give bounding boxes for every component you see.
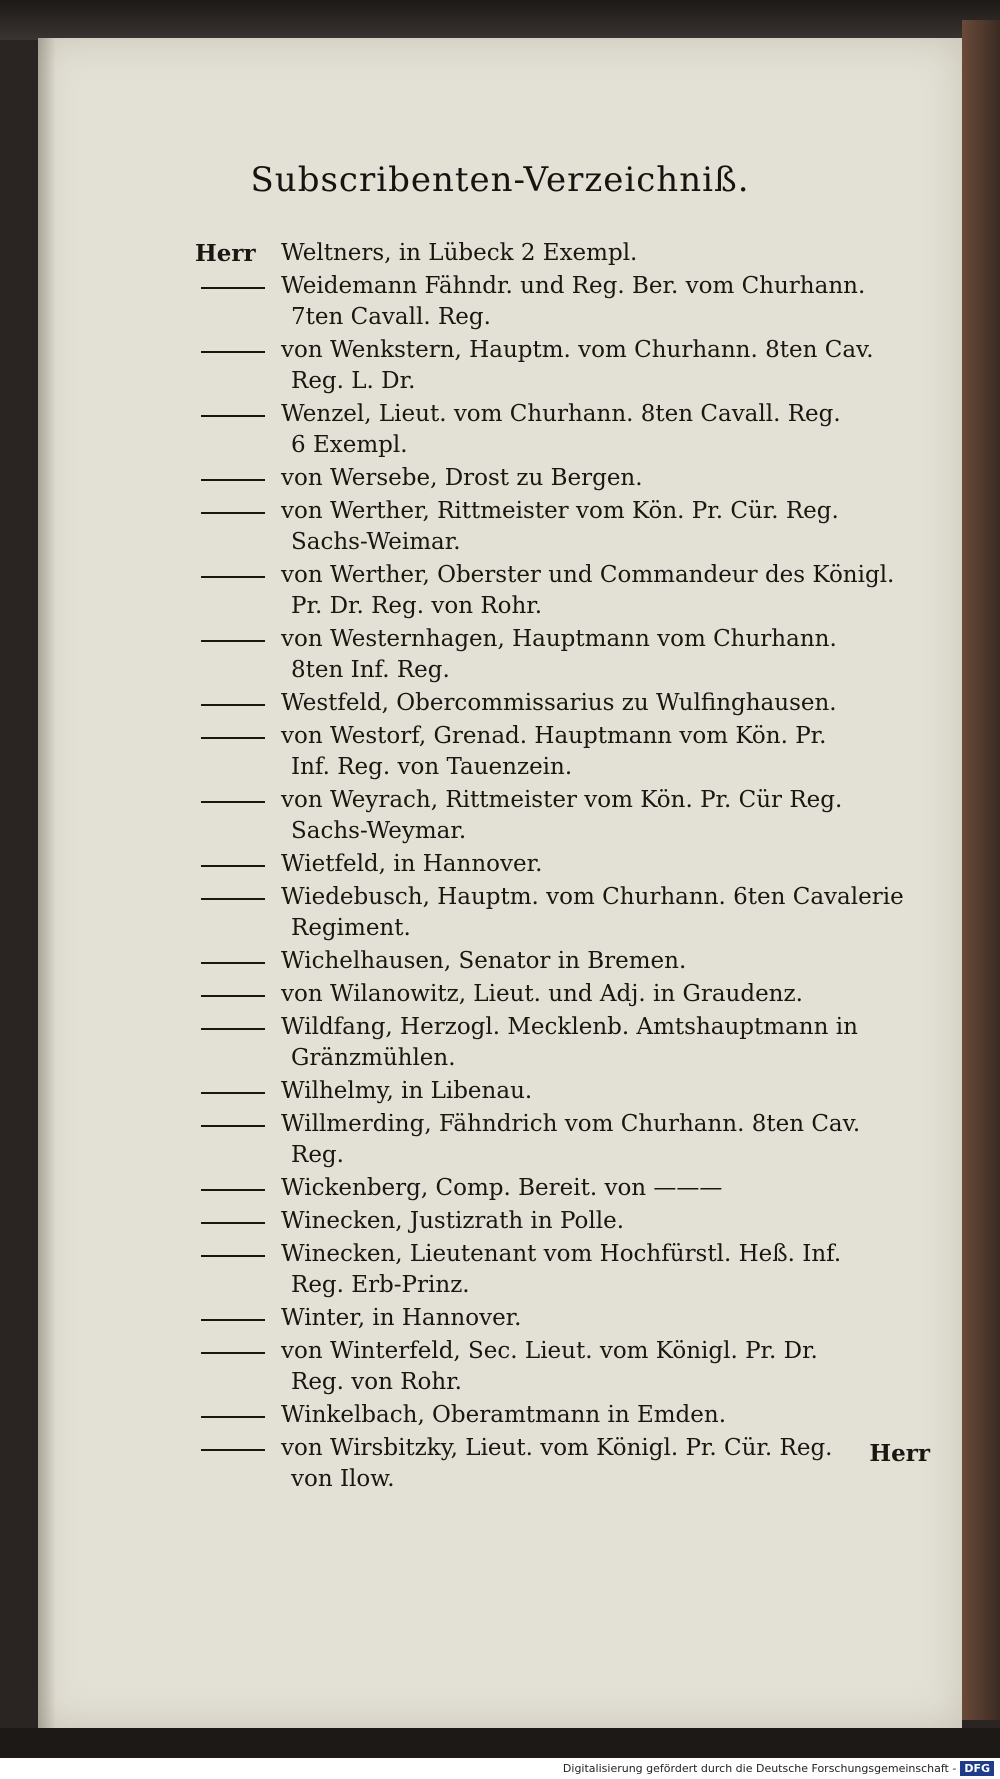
list-item — [195, 560, 940, 622]
entry-text: Wenzel, Lieut. vom Churhann. 8ten Cavall. Reg. — [281, 401, 841, 427]
list-item — [195, 1239, 940, 1301]
list-item — [195, 496, 940, 558]
ditto-dash — [201, 479, 265, 481]
entry-text: von Wenkstern, Hauptm. vom Churhann. 8ten Cav. — [281, 337, 874, 363]
book-cover-edge — [962, 20, 1000, 1720]
entry-prefix: Herr — [195, 240, 256, 267]
ditto-dash — [201, 576, 265, 578]
list-item — [195, 688, 940, 719]
entry-text: von Winterfeld, Sec. Lieut. vom Königl. Pr. Dr. — [281, 1338, 818, 1364]
entry-text: Wickenberg, Comp. Bereit. von ——— — [281, 1175, 723, 1201]
entry-continuation: Pr. Dr. Reg. von Rohr. — [291, 593, 543, 619]
entry-text: von Wirsbitzky, Lieut. vom Königl. Pr. Cür. Reg. — [281, 1435, 833, 1461]
entry-continuation: 6 Exempl. — [291, 432, 408, 458]
list-item — [195, 1303, 940, 1334]
entry-text: Weidemann Fähndr. und Reg. Ber. vom Churhann. — [281, 273, 866, 299]
entry-text: von Werther, Rittmeister vom Kön. Pr. Cür. Reg. — [281, 498, 839, 524]
entry-continuation: Sachs-Weymar. — [291, 818, 467, 844]
list-item — [195, 882, 940, 944]
entry-continuation: Reg. L. Dr. — [291, 368, 416, 394]
entry-continuation: Regiment. — [291, 915, 411, 941]
entry-continuation: Sachs-Weimar. — [291, 529, 461, 555]
scan-bottom-edge — [0, 1728, 1000, 1758]
list-item — [195, 1012, 940, 1074]
list-item — [195, 463, 940, 494]
entry-continuation: Reg. Erb-Prinz. — [291, 1272, 470, 1298]
list-item — [195, 624, 940, 686]
entry-continuation: 7ten Cavall. Reg. — [291, 304, 491, 330]
list-item — [195, 399, 940, 461]
ditto-dash — [201, 865, 265, 867]
list-item — [195, 785, 940, 847]
ditto-dash — [201, 1449, 265, 1451]
entry-text: Wietfeld, in Hannover. — [281, 851, 543, 877]
dfg-logo: DFG — [960, 1761, 994, 1776]
entry-text: Wildfang, Herzogl. Mecklenb. Amtshauptmann in — [281, 1014, 858, 1040]
entry-text: Wilhelmy, in Libenau. — [281, 1078, 533, 1104]
entry-continuation: Gränzmühlen. — [291, 1045, 456, 1071]
list-item — [195, 721, 940, 783]
ditto-dash — [201, 512, 265, 514]
list-item — [195, 1076, 940, 1107]
entry-continuation: 8ten Inf. Reg. — [291, 657, 450, 683]
catchword: Herr — [869, 1440, 930, 1467]
list-item — [195, 1433, 940, 1495]
list-item — [195, 979, 940, 1010]
ditto-dash — [201, 995, 265, 997]
ditto-dash — [201, 1189, 265, 1191]
entry-text: Winecken, Lieutenant vom Hochfürstl. Heß. Inf. — [281, 1241, 842, 1267]
ditto-dash — [201, 1319, 265, 1321]
ditto-dash — [201, 1222, 265, 1224]
ditto-dash — [201, 962, 265, 964]
entry-text: von Wersebe, Drost zu Bergen. — [281, 465, 643, 491]
entry-text: von Werther, Oberster und Commandeur des Königl. — [281, 562, 895, 588]
list-item — [195, 1400, 940, 1431]
ditto-dash — [201, 1092, 265, 1094]
entry-text: Winter, in Hannover. — [281, 1305, 522, 1331]
ditto-dash — [201, 704, 265, 706]
entry-text: Wichelhausen, Senator in Bremen. — [281, 948, 687, 974]
ditto-dash — [201, 1125, 265, 1127]
list-item — [195, 335, 940, 397]
list-item — [195, 238, 940, 269]
ditto-dash — [201, 640, 265, 642]
list-item — [195, 1109, 940, 1171]
entry-text: Willmerding, Fähndrich vom Churhann. 8ten Cav. — [281, 1111, 861, 1137]
ditto-dash — [201, 898, 265, 900]
subscriber-list — [195, 238, 940, 1497]
list-item — [195, 1336, 940, 1398]
page-heading: Subscribenten-Verzeichniß. — [250, 160, 750, 200]
entry-continuation: Inf. Reg. von Tauenzein. — [291, 754, 573, 780]
entry-text: Wiedebusch, Hauptm. vom Churhann. 6ten Cavalerie — [281, 884, 904, 910]
list-item — [195, 1173, 940, 1204]
footer-text: Digitalisierung gefördert durch die Deutsche Forschungsgemeinschaft - — [562, 1762, 957, 1775]
entry-text: von Westorf, Grenad. Hauptmann vom Kön. Pr. — [281, 723, 827, 749]
ditto-dash — [201, 737, 265, 739]
entry-text: von Westernhagen, Hauptmann vom Churhann. — [281, 626, 837, 652]
entry-text: von Weyrach, Rittmeister vom Kön. Pr. Cür Reg. — [281, 787, 843, 813]
list-item — [195, 271, 940, 333]
entry-continuation: Reg. — [291, 1142, 344, 1168]
entry-continuation: von Ilow. — [291, 1466, 395, 1492]
list-item — [195, 1206, 940, 1237]
ditto-dash — [201, 351, 265, 353]
entry-text: Winecken, Justizrath in Polle. — [281, 1208, 625, 1234]
entry-text: Winkelbach, Oberamtmann in Emden. — [281, 1402, 727, 1428]
list-item — [195, 946, 940, 977]
ditto-dash — [201, 415, 265, 417]
scan-top-edge — [0, 0, 1000, 40]
ditto-dash — [201, 1416, 265, 1418]
list-item — [195, 849, 940, 880]
entry-text: Westfeld, Obercommissarius zu Wulfinghausen. — [281, 690, 837, 716]
ditto-dash — [201, 1352, 265, 1354]
ditto-dash — [201, 1028, 265, 1030]
entry-continuation: Reg. von Rohr. — [291, 1369, 462, 1395]
entry-text: Weltners, in Lübeck 2 Exempl. — [281, 240, 638, 266]
ditto-dash — [201, 1255, 265, 1257]
entry-text: von Wilanowitz, Lieut. und Adj. in Graudenz. — [281, 981, 803, 1007]
ditto-dash — [201, 801, 265, 803]
ditto-dash — [201, 287, 265, 289]
digitization-footer — [0, 1758, 1000, 1779]
